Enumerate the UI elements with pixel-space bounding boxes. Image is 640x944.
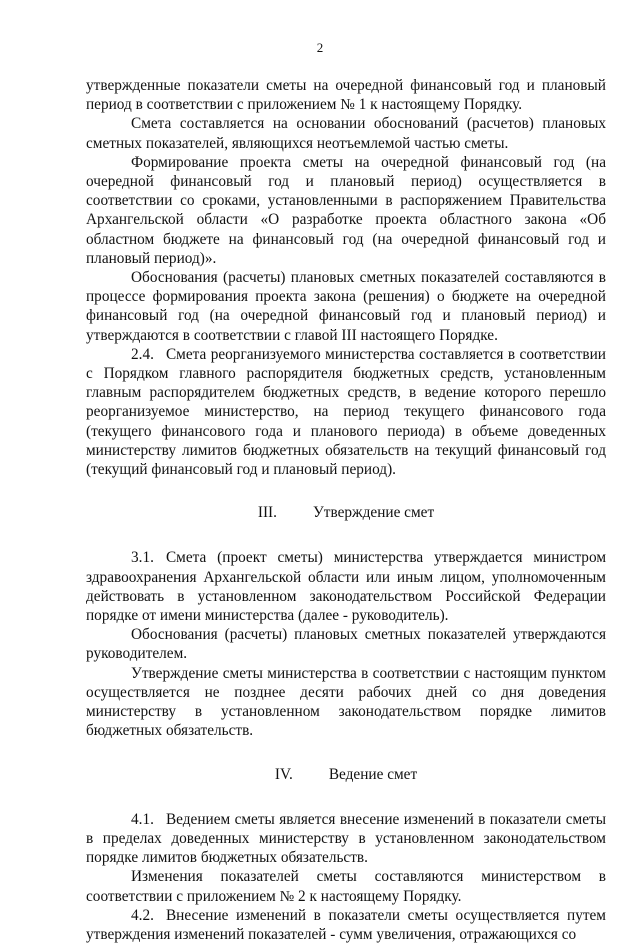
paragraph-formation: Формирование проекта сметы на очередной финансовый год (на очередной финансовый год и плановый период) осуществляется в соответствии со сроками, установленными в распоряжением Правительства Архангельской области «О разработке проекта областного закона «Об областном бюджете на финансовый год (на очередной финансовый год и плановый период)». [86, 153, 606, 267]
page-number: 2 [316, 40, 324, 55]
section-3-heading [86, 503, 606, 522]
paragraph-smeta-basis: Смета составляется на основании обоснований (расчетов) плановых сметных показателей, являющихся неотъемлемой частью сметы. [86, 115, 606, 152]
paragraph-continuation: утвержденные показатели сметы на очередной финансовый год и плановый период в соответствии с приложением № 1 к настоящему Порядку. [86, 77, 606, 114]
item-4-1-text: Ведением сметы является внесение изменений в показатели сметы в пределах доведенных министерству в установленном законодательством порядке лимитов бюджетных обязательств. [86, 810, 606, 867]
item-3-1-number: 3.1. [131, 549, 154, 567]
paragraph-approval-deadline: Утверждение сметы министерства в соответствии с настоящим пунктом осуществляется не позднее десяти рабочих дней со дня доведения министерству в установленном законодательством порядке лимитов бюджетных обязательств. [86, 664, 606, 740]
paragraph-changes-appendix: Изменения показателей сметы составляются министерством в соответствии с приложением № 2 к настоящему Порядку. [86, 868, 606, 905]
section-4-title: Ведение смет [328, 765, 418, 783]
item-4-2 [86, 906, 606, 944]
section-3-title: Утверждение смет [312, 504, 435, 522]
paragraph-approval-head: Обоснования (расчеты) плановых сметных показателей утверждаются руководителем. [86, 626, 606, 663]
section-4-number: IV. [274, 765, 293, 783]
paragraph-justifications: Обоснования (расчеты) плановых сметных показателей составляются в процессе формирования проекта закона (решения) о бюджете на очередной финансовый год (на очередной финансовый год и плановый период) и утверждаются в соответствии с главой III настоящего Порядке. [86, 269, 606, 344]
item-2-4-number: 2.4. [131, 345, 154, 363]
item-3-1 [86, 548, 606, 625]
item-2-4 [86, 345, 606, 479]
section-4-heading [86, 765, 606, 784]
item-4-1 [86, 810, 606, 868]
item-4-1-number: 4.1. [131, 810, 154, 828]
document-body [86, 76, 606, 944]
item-2-4-text: Смета реорганизуемого министерства составляется в соответствии с Порядком главного распорядителя бюджетных средств, установленным главным распорядителем бюджетных средств, в ведение которого перешло реорганизуемое министерство, на период текущего финансового года (текущего финансового года и планового периода) в объеме доведенных министерству лимитов бюджетных обязательств на текущий финансовый год (текущий финансовый год и плановый период). [86, 345, 606, 479]
item-3-1-text: Смета (проект сметы) министерства утверждается министром здравоохранения Архангельской области или иным лицом, уполномоченным действовать в установленном законодательством Российской Федерации порядке от имени министерства (далее - руководитель). [86, 549, 606, 625]
item-4-2-number: 4.2. [131, 906, 154, 924]
item-4-2-text: Внесение изменений в показатели сметы осуществляется путем утверждения изменений показателей - сумм увеличения, отражающихся со [86, 906, 606, 943]
section-3-number: III. [257, 504, 277, 522]
